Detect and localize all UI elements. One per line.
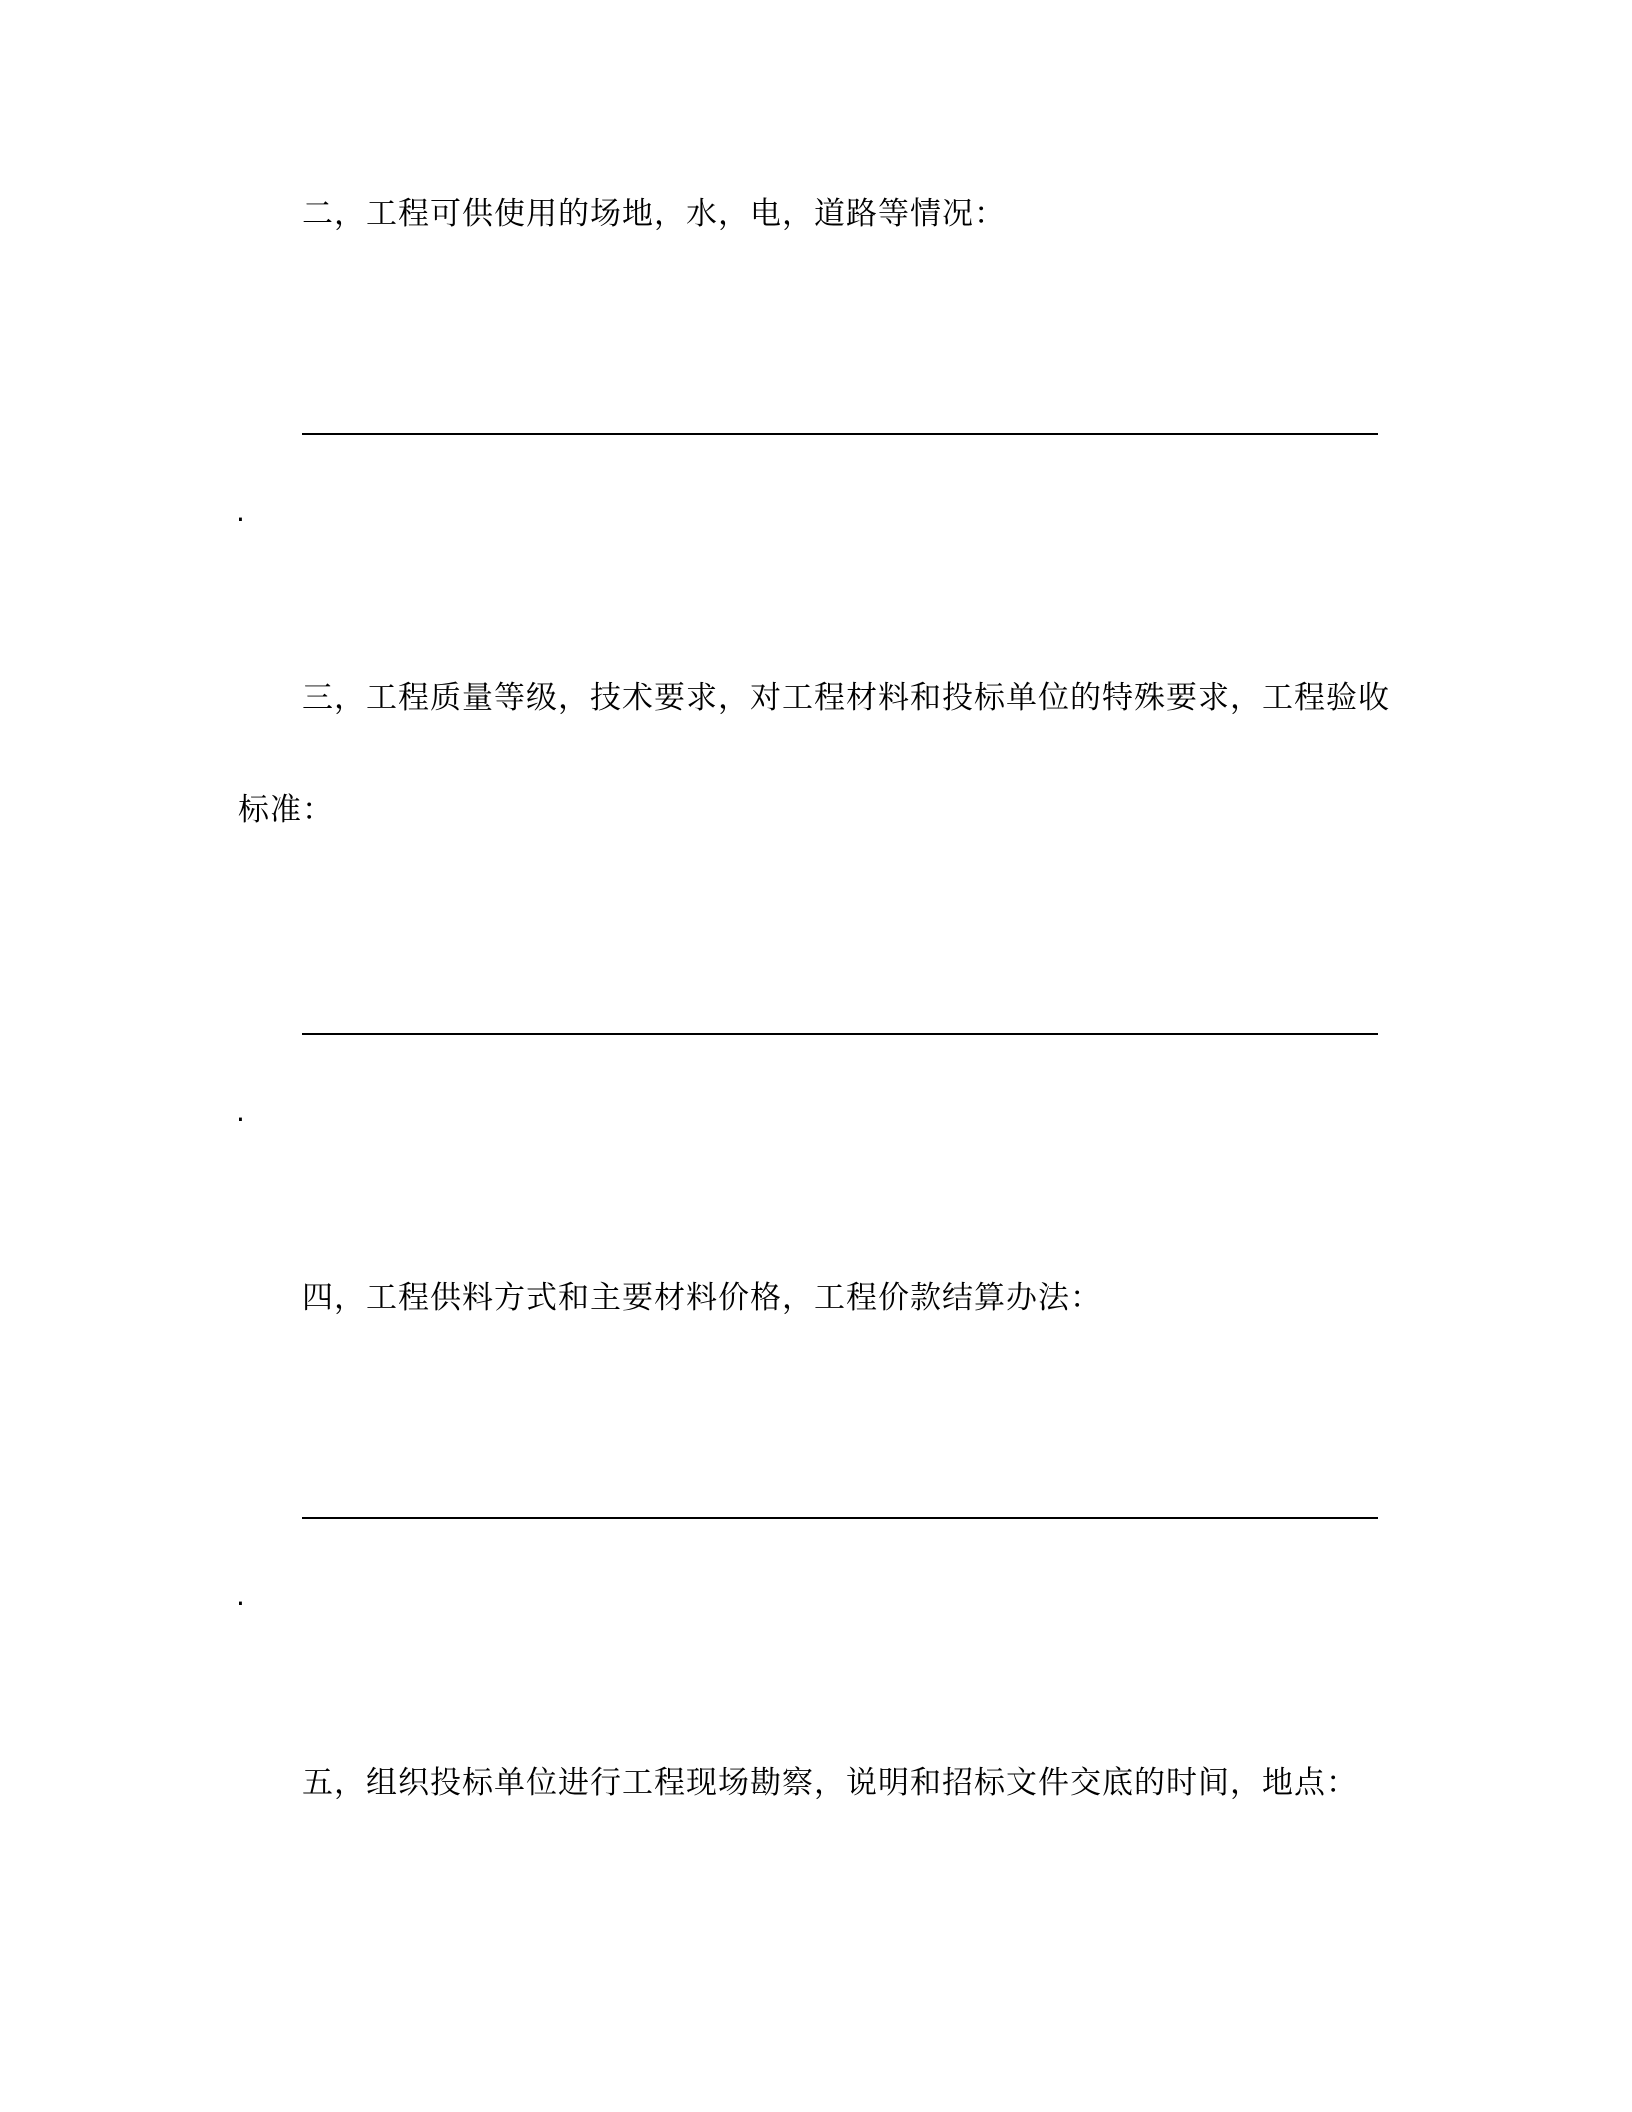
section-3-heading-line1: 三，工程质量等级，技术要求，对工程材料和投标单位的特殊要求，工程验收 [302, 680, 1390, 716]
section-3-heading-line2: 标准： [238, 792, 334, 828]
section-4-trailing-mark: . [236, 1579, 245, 1612]
section-2-fill-line [302, 433, 1378, 435]
section-2-trailing-mark: . [236, 495, 245, 528]
section-4-fill-line [302, 1517, 1378, 1519]
section-4-heading: 四，工程供料方式和主要材料价格，工程价款结算办法： [302, 1280, 1102, 1316]
section-3-trailing-mark: . [236, 1095, 245, 1128]
section-5-heading: 五，组织投标单位进行工程现场勘察，说明和招标文件交底的时间，地点： [302, 1765, 1358, 1801]
section-2-heading: 二，工程可供使用的场地，水，电，道路等情况： [302, 196, 1006, 232]
section-3-fill-line [302, 1033, 1378, 1035]
